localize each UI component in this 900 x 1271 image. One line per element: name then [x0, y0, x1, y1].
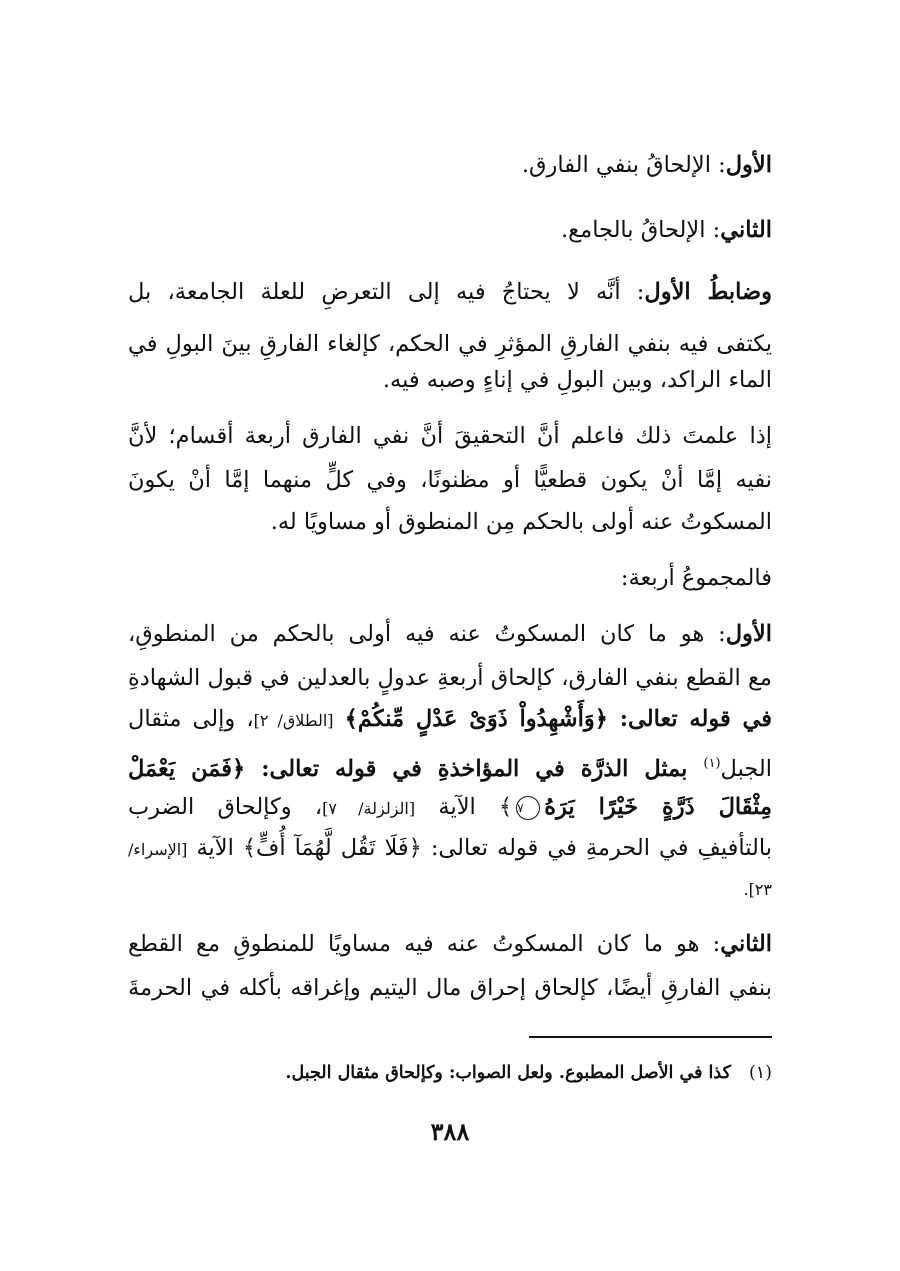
quran-verse: بمثل الذرَّة في المؤاخذةِ في قوله تعالى: ﴿فَمَن يَعْمَلْ	[128, 756, 704, 782]
text-line-13	[128, 742, 772, 791]
text-line-3	[128, 270, 772, 314]
text-line-17	[128, 922, 772, 966]
text-line-8: المسكوتُ عنه أولى بالحكم مِن المنطوق أو مساويًا له.	[270, 509, 772, 535]
footnote-divider	[529, 1036, 772, 1038]
quran-verse: مِثْقَالَ ذَرَّةٍ خَيْرًا يَرَهُ	[544, 794, 772, 820]
label-first-type: الأول	[725, 621, 772, 647]
text-span: : هو ما كان المسكوتُ عنه فيه أولى بالحكم من المنطوقِ،	[128, 621, 726, 647]
text-span: : الإلحاقُ بالجامع.	[561, 217, 721, 243]
text-line-5: الماء الراكد، وبين البولِ في إناءٍ وصبه فيه.	[382, 367, 772, 393]
text-line-16	[128, 866, 772, 912]
text-span: : أنَّه لا يحتاجُ فيه إلى التعرضِ للعلة الجامعة، بل	[128, 279, 645, 305]
quran-verse: في قوله تعالى: ﴿وَأَشْهِدُواْ ذَوَىْ عَدْلٍ مِّنكُمْ﴾	[344, 706, 773, 732]
text-line-9: فالمجموعُ أربعة:	[620, 565, 772, 591]
text-span: : هو ما كان المسكوتُ عنه فيه مساويًا للمنطوقِ مع القطع	[128, 931, 721, 957]
footnote	[128, 1058, 772, 1088]
text-line-14	[128, 785, 772, 831]
label-first: الأول	[725, 152, 772, 178]
footnote-marker: (١)	[703, 756, 721, 771]
text-line-18: بنفي الفارقِ أيضًا، كإلحاق إحراق مال اليتيم وإغراقه بأكله في الحرمةَ	[128, 975, 772, 1001]
page-number: ٣٨٨	[430, 1117, 470, 1146]
verse-reference: [الطلاق/ ٢]	[253, 711, 334, 730]
text-span: ﴾ الآية	[438, 794, 513, 820]
footnote-text: كذا في الأصل المطبوع. ولعل الصواب: وكإلحاق مثقال الجبل.	[285, 1063, 731, 1083]
verse-reference: [الإسراء/	[128, 840, 188, 859]
footnote-number: (١)	[748, 1063, 772, 1083]
text-line-10	[128, 612, 772, 656]
verse-reference: [الزلزلة/ ٧]	[322, 799, 416, 818]
text-line-12	[128, 697, 772, 743]
verse-number-icon: ٧	[516, 796, 540, 820]
text-line-11: مع القطع بنفي الفارق، كإلحاق أربعةِ عدولٍ بالعدلين في قبول الشهادةِ	[128, 665, 772, 691]
text-line-4: يكتفى فيه بنفي الفارقِ المؤثرِ في الحكم، كإلغاء الفارقِ بينَ البولِ في	[128, 331, 772, 357]
text-line-1	[128, 143, 772, 187]
text-line-7: نفيه إمَّا أنْ يكون قطعيًّا أو مظنونًا، وفي كلٍّ منهما إمَّا أنْ يكونَ	[128, 467, 772, 493]
verse-reference: ٢٣].	[743, 880, 772, 899]
label-second-type: الثاني	[720, 931, 772, 957]
text-line-2	[128, 208, 772, 252]
text-span: الجبل	[720, 756, 772, 782]
text-span: : الإلحاقُ بنفي الفارق.	[521, 152, 726, 178]
text-span: بالتأفيفِ في الحرمةِ في قوله تعالى: ﴿فَلَا تَقُل لَّهُمَآ أُفٍّ﴾ الآية	[196, 835, 773, 861]
text-line-6: إذا علمتَ ذلك فاعلم أنَّ التحقيقَ أنَّ نفي الفارق أربعة أقسام؛ لأنَّ	[128, 423, 772, 449]
text-span: ، وكإلحاق الضرب	[128, 794, 323, 820]
label-rule-first: وضابطُ الأول	[644, 279, 772, 305]
label-second: الثاني	[720, 217, 772, 243]
text-span: ، وإلى مثقال	[128, 706, 254, 732]
